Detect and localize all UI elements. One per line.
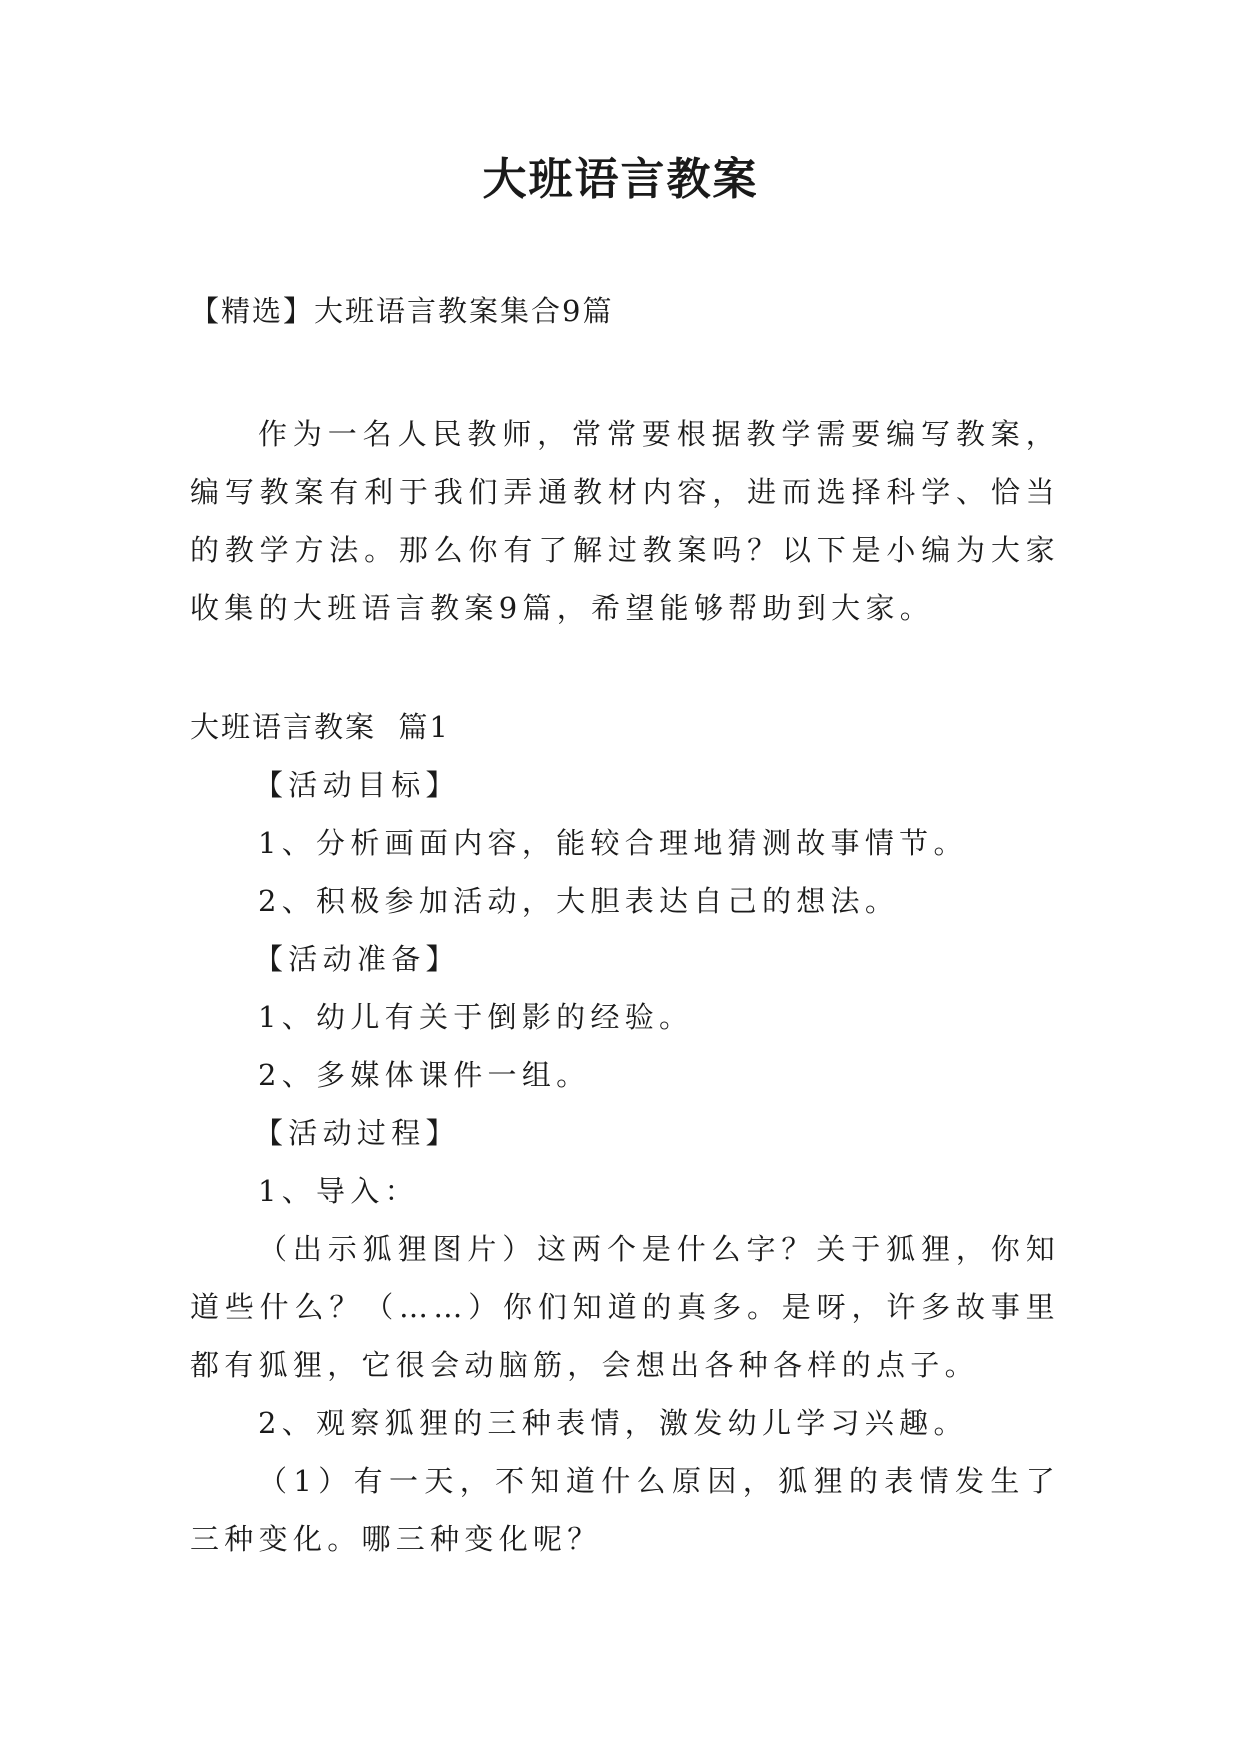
process-paragraph-fox-intro: （出示狐狸图片）这两个是什么字？关于狐狸，你知道些什么？（……）你们知道的真多。是呀，许多故事里都有狐狸，它很会动脑筋，会想出各种各样的点子。 (190, 1232, 1060, 1382)
goal-item-1: 1、分析画面内容，能较合理地猜测故事情节。 (258, 826, 968, 860)
preparation-item-1: 1、幼儿有关于倒影的经验。 (258, 1000, 694, 1034)
document-title: 大班语言教案 (482, 154, 759, 205)
process-step-1: 1、导入： (258, 1174, 419, 1208)
document-subtitle: 【精选】大班语言教案集合9篇 (190, 294, 614, 328)
intro-paragraph: 作为一名人民教师，常常要根据教学需要编写教案，编写教案有利于我们弄通教材内容，进而选择科学、恰当的教学方法。那么你有了解过教案吗？以下是小编为大家收集的大班语言教案9篇，希望能够帮助到大家。 (190, 417, 1060, 625)
section-title: 大班语言教案 篇1 (190, 710, 450, 744)
heading-activity-process: 【活动过程】 (254, 1116, 460, 1150)
heading-activity-preparation: 【活动准备】 (254, 942, 460, 976)
lesson-body (190, 698, 1060, 1568)
goal-item-2: 2、积极参加活动，大胆表达自己的想法。 (258, 884, 900, 918)
heading-activity-goals: 【活动目标】 (254, 768, 460, 802)
process-step-2: 2、观察狐狸的三种表情，激发幼儿学习兴趣。 (258, 1406, 968, 1440)
preparation-item-2: 2、多媒体课件一组。 (258, 1058, 591, 1092)
process-substep-1: （1）有一天，不知道什么原因，狐狸的表情发生了三种变化。哪三种变化呢？ (190, 1464, 1060, 1556)
